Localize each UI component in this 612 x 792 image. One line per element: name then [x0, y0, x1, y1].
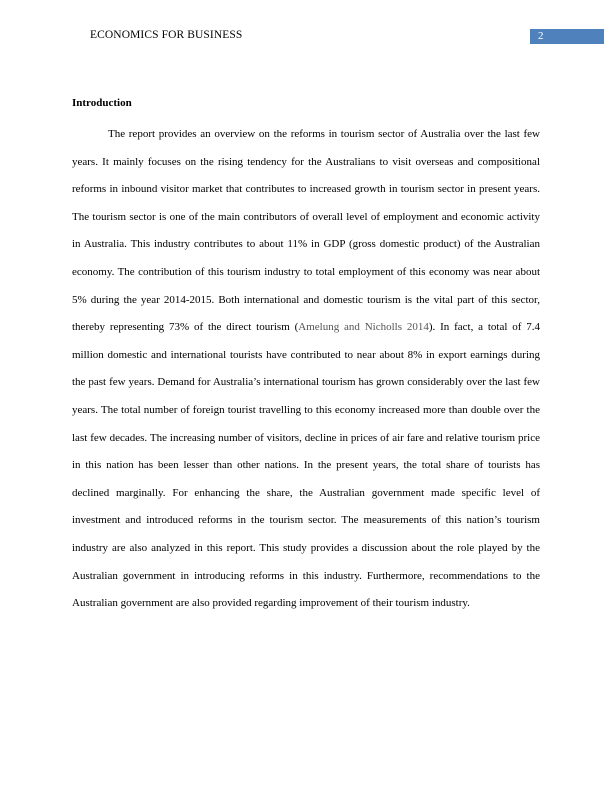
- section-heading: Introduction: [72, 97, 132, 109]
- citation-link[interactable]: Amelung and Nicholls 2014: [298, 321, 429, 334]
- paragraph-text-part2: ). In fact, a total of 7.4 million domestic and international tourists have contributed to near about 8% in export earnings during the past few years. Demand for Australia’s international tourism has grown considerably over the last few years. The total number of foreign tourist travelling to this economy increased more than double over the last few decades. The increasing number of visitors, decline in prices of air fare and relative tourism price in this nation has been lesser than other nations. In the present years, the total share of tourists has declined marginally. For enhancing the share, the Australian government made specific level of investment and introduced reforms in the tourism sector. The measurements of this nation’s tourism industry are also analyzed in this report. This study provides a discussion about the role played by the Australian government in introducing reforms in this industry. Furthermore, recommendations to the Australian government are also provided regarding improvement of their tourism industry.: [72, 321, 540, 610]
- page-number: 2: [538, 30, 544, 42]
- header-title: ECONOMICS FOR BUSINESS: [90, 29, 243, 41]
- paragraph-text-part1: The report provides an overview on the reforms in tourism sector of Australia over the last few years. It mainly focuses on the rising tendency for the Australians to visit overseas and compositional reforms in inbound visitor market that contributes to increased growth in tourism sector in present years. The tourism sector is one of the main contributors of overall level of employment and economic activity in Australia. This industry contributes to about 11% in GDP (gross domestic product) of the Australian economy. The contribution of this tourism industry to total employment of this economy was near about 5% during the year 2014-2015. Both international and domestic tourism is the vital part of this sector, thereby representing 73% of the direct tourism (: [72, 128, 540, 334]
- introduction-paragraph: [72, 121, 540, 618]
